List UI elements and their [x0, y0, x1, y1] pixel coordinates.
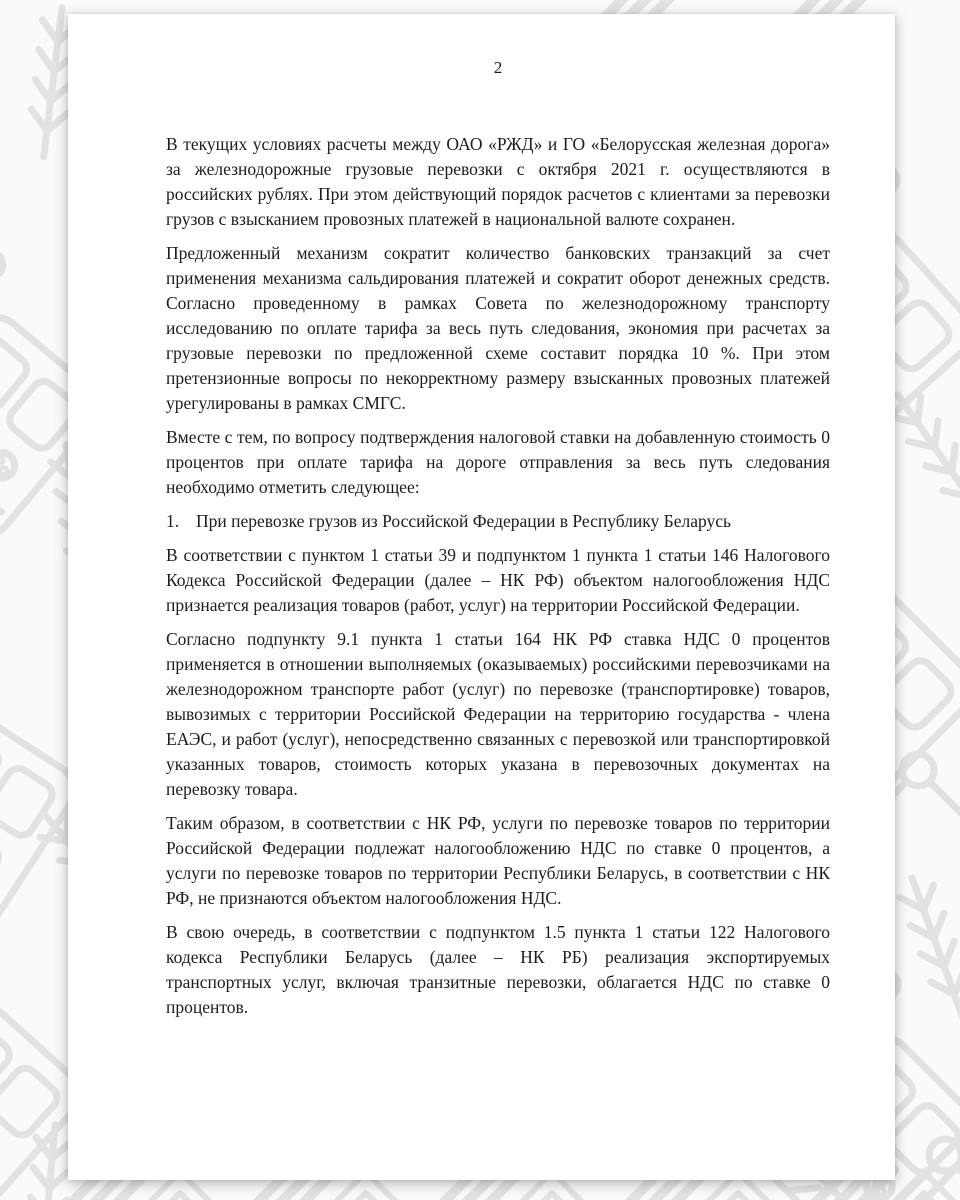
list-item-number: 1.: [166, 511, 180, 531]
paragraph: Предложенный механизм сократит количество банковских транзакций за счет применения механизма сальдирования платежей и сократит оборот денежных средств. Согласно проведенному в рамках Совета по железнодорожному транспорту исследованию по оплате тарифа за весь путь следования, экономия при расчетах за грузовые перевозки по предложенной схеме составит порядка 10 %. При этом претензионные вопросы по некорректному размеру взысканных провозных платежей урегулированы в рамках СМГС.: [166, 243, 830, 413]
document-page: [68, 14, 895, 1180]
paragraph: Согласно подпункту 9.1 пункта 1 статьи 164 НК РФ ставка НДС 0 процентов применяется в отношении выполняемых (оказываемых) российскими перевозчиками на железнодорожном транспорте работ (услуг) по перевозке (транспортировке) товаров, вывозимых с территории Российской Федерации на территорию государства - члена ЕАЭС, и работ (услуг), непосредственно связанных с перевозкой или транспортировкой указанных товаров, стоимость которых указана в перевозочных документах на перевозку товара.: [166, 629, 830, 799]
railway-fishbone-icon: [895, 872, 960, 1025]
paragraph: Таким образом, в соответствии с НК РФ, услуги по перевозке товаров по территории Российской Федерации подлежат налогообложению НДС по ставке 0 процентов, а услуги по перевозке товаров по территории Республики Беларусь, в соответствии с НК РФ, не признаются объектом налогообложения НДС.: [166, 813, 830, 908]
paragraph: Вместе с тем, по вопросу подтверждения налоговой ставки на добавленную стоимость 0 процентов при оплате тарифа на дороге отправления за весь путь следования необходимо отметить следующее:: [166, 427, 830, 497]
paragraph: В соответствии с пунктом 1 статьи 39 и подпунктом 1 пункта 1 статьи 146 Налогового Кодекса Российской Федерации (далее – НК РФ) объектом налогообложения НДС признается реализация товаров (работ, услуг) на территории Российской Федерации.: [166, 545, 830, 615]
paragraph: В свою очередь, в соответствии с подпунктом 1.5 пункта 1 статьи 122 Налогового кодекса Республики Беларусь (далее – НК РБ) реализация экспортируемых транспортных услуг, включая транзитные перевозки, облагается НДС по ставке 0 процентов.: [166, 922, 830, 1017]
list-item: [166, 509, 830, 534]
list-item-text: При перевозке грузов из Российской Федерации в Республику Беларусь: [196, 511, 732, 531]
page-number: 2: [493, 58, 503, 77]
paragraph: В текущих условиях расчеты между ОАО «РЖД» и ГО «Белорусская железная дорога» за железнодорожные грузовые перевозки с октября 2021 г. осуществляются в российских рублях. При этом действующий порядок расчетов с клиентами за перевозки грузов с взысканием провозных платежей в национальной валюте сохранен.: [166, 134, 830, 229]
document-body: [166, 132, 830, 1020]
